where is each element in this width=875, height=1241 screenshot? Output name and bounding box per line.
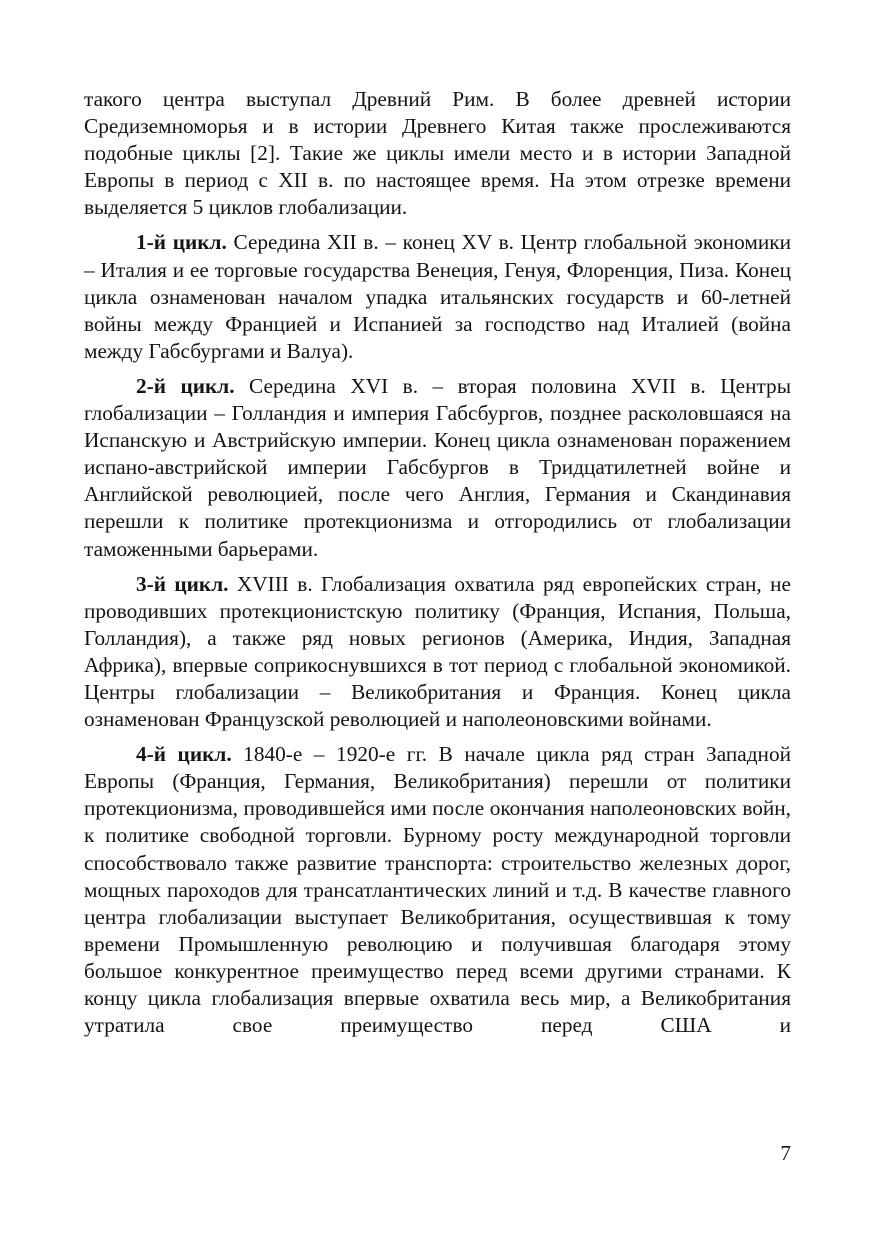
paragraph-cycle-1 [84, 229, 791, 364]
paragraph-lead: 3-й цикл. [136, 571, 229, 596]
paragraph-text: такого центра выступал Древний Рим. В более древней истории Средиземноморья и в истории Древнего Китая также прослеживаются подобные циклы [2]. Такие же циклы имели место и в истории Западной Европы в период с XII в. по настоящее время. На этом отрезке времени выделяется 5 циклов глобализации. [84, 87, 791, 220]
paragraph-cycle-2 [84, 373, 791, 563]
paragraph-lead: 2-й цикл. [136, 373, 235, 398]
paragraph-cycle-3 [84, 571, 791, 734]
document-page [84, 86, 791, 1047]
page-number: 7 [780, 1141, 791, 1165]
paragraph-cycle-4 [84, 741, 791, 1039]
paragraph-lead: 4-й цикл. [136, 742, 232, 767]
paragraph-intro [84, 86, 791, 221]
paragraph-text: 1840-е – 1920-е гг. В начале цикла ряд стран Западной Европы (Франция, Германия, Великобритания) перешли от политики протекционизма, проводившейся ими после окончания наполеоновских войн, к политике свободной торговли. Бурному росту международной торговли способствовало также развитие транспорта: строительство железных дорог, мощных пароходов для трансатлантических линий и т.д. В качестве главного центра глобализации выступает Великобритания, осуществившая к тому времени Промышленную революцию и получившая благодаря этому большое конкурентное преимущество перед всеми другими странами. К концу цикла глобализация впервые охватила весь мир, а Великобритания утратила свое преимущество перед США и [84, 742, 791, 1038]
paragraph-text: XVIII в. Глобализация охватила ряд европейских стран, не проводивших протекционистскую политику (Франция, Испания, Польша, Голландия), а также ряд новых регионов (Америка, Индия, Западная Африка), впервые соприкоснувшихся в тот период с глобальной экономикой. Центры глобализации – Великобритания и Франция. Конец цикла ознаменован Французской революцией и наполеоновскими войнами. [84, 571, 791, 732]
paragraph-lead: 1-й цикл. [136, 230, 227, 255]
paragraph-text: Середина XVI в. – вторая половина XVII в. Центры глобализации – Голландия и империя Габсбургов, позднее расколовшаяся на Испанскую и Австрийскую империи. Конец цикла ознаменован поражением испано-австрийской империи Габсбургов в Тридцатилетней войне и Английской революцией, после чего Англия, Германия и Скандинавия перешли к политике протекционизма и отгородились от глобализации таможенными барьерами. [84, 373, 792, 561]
paragraph-text: Середина XII в. – конец XV в. Центр глобальной экономики – Италия и ее торговые государства Венеция, Генуя, Флоренция, Пиза. Конец цикла ознаменован началом упадка итальянских государств и 60-летней войны между Францией и Испанией за господство над Италией (война между Габсбургами и Валуа). [84, 230, 792, 363]
